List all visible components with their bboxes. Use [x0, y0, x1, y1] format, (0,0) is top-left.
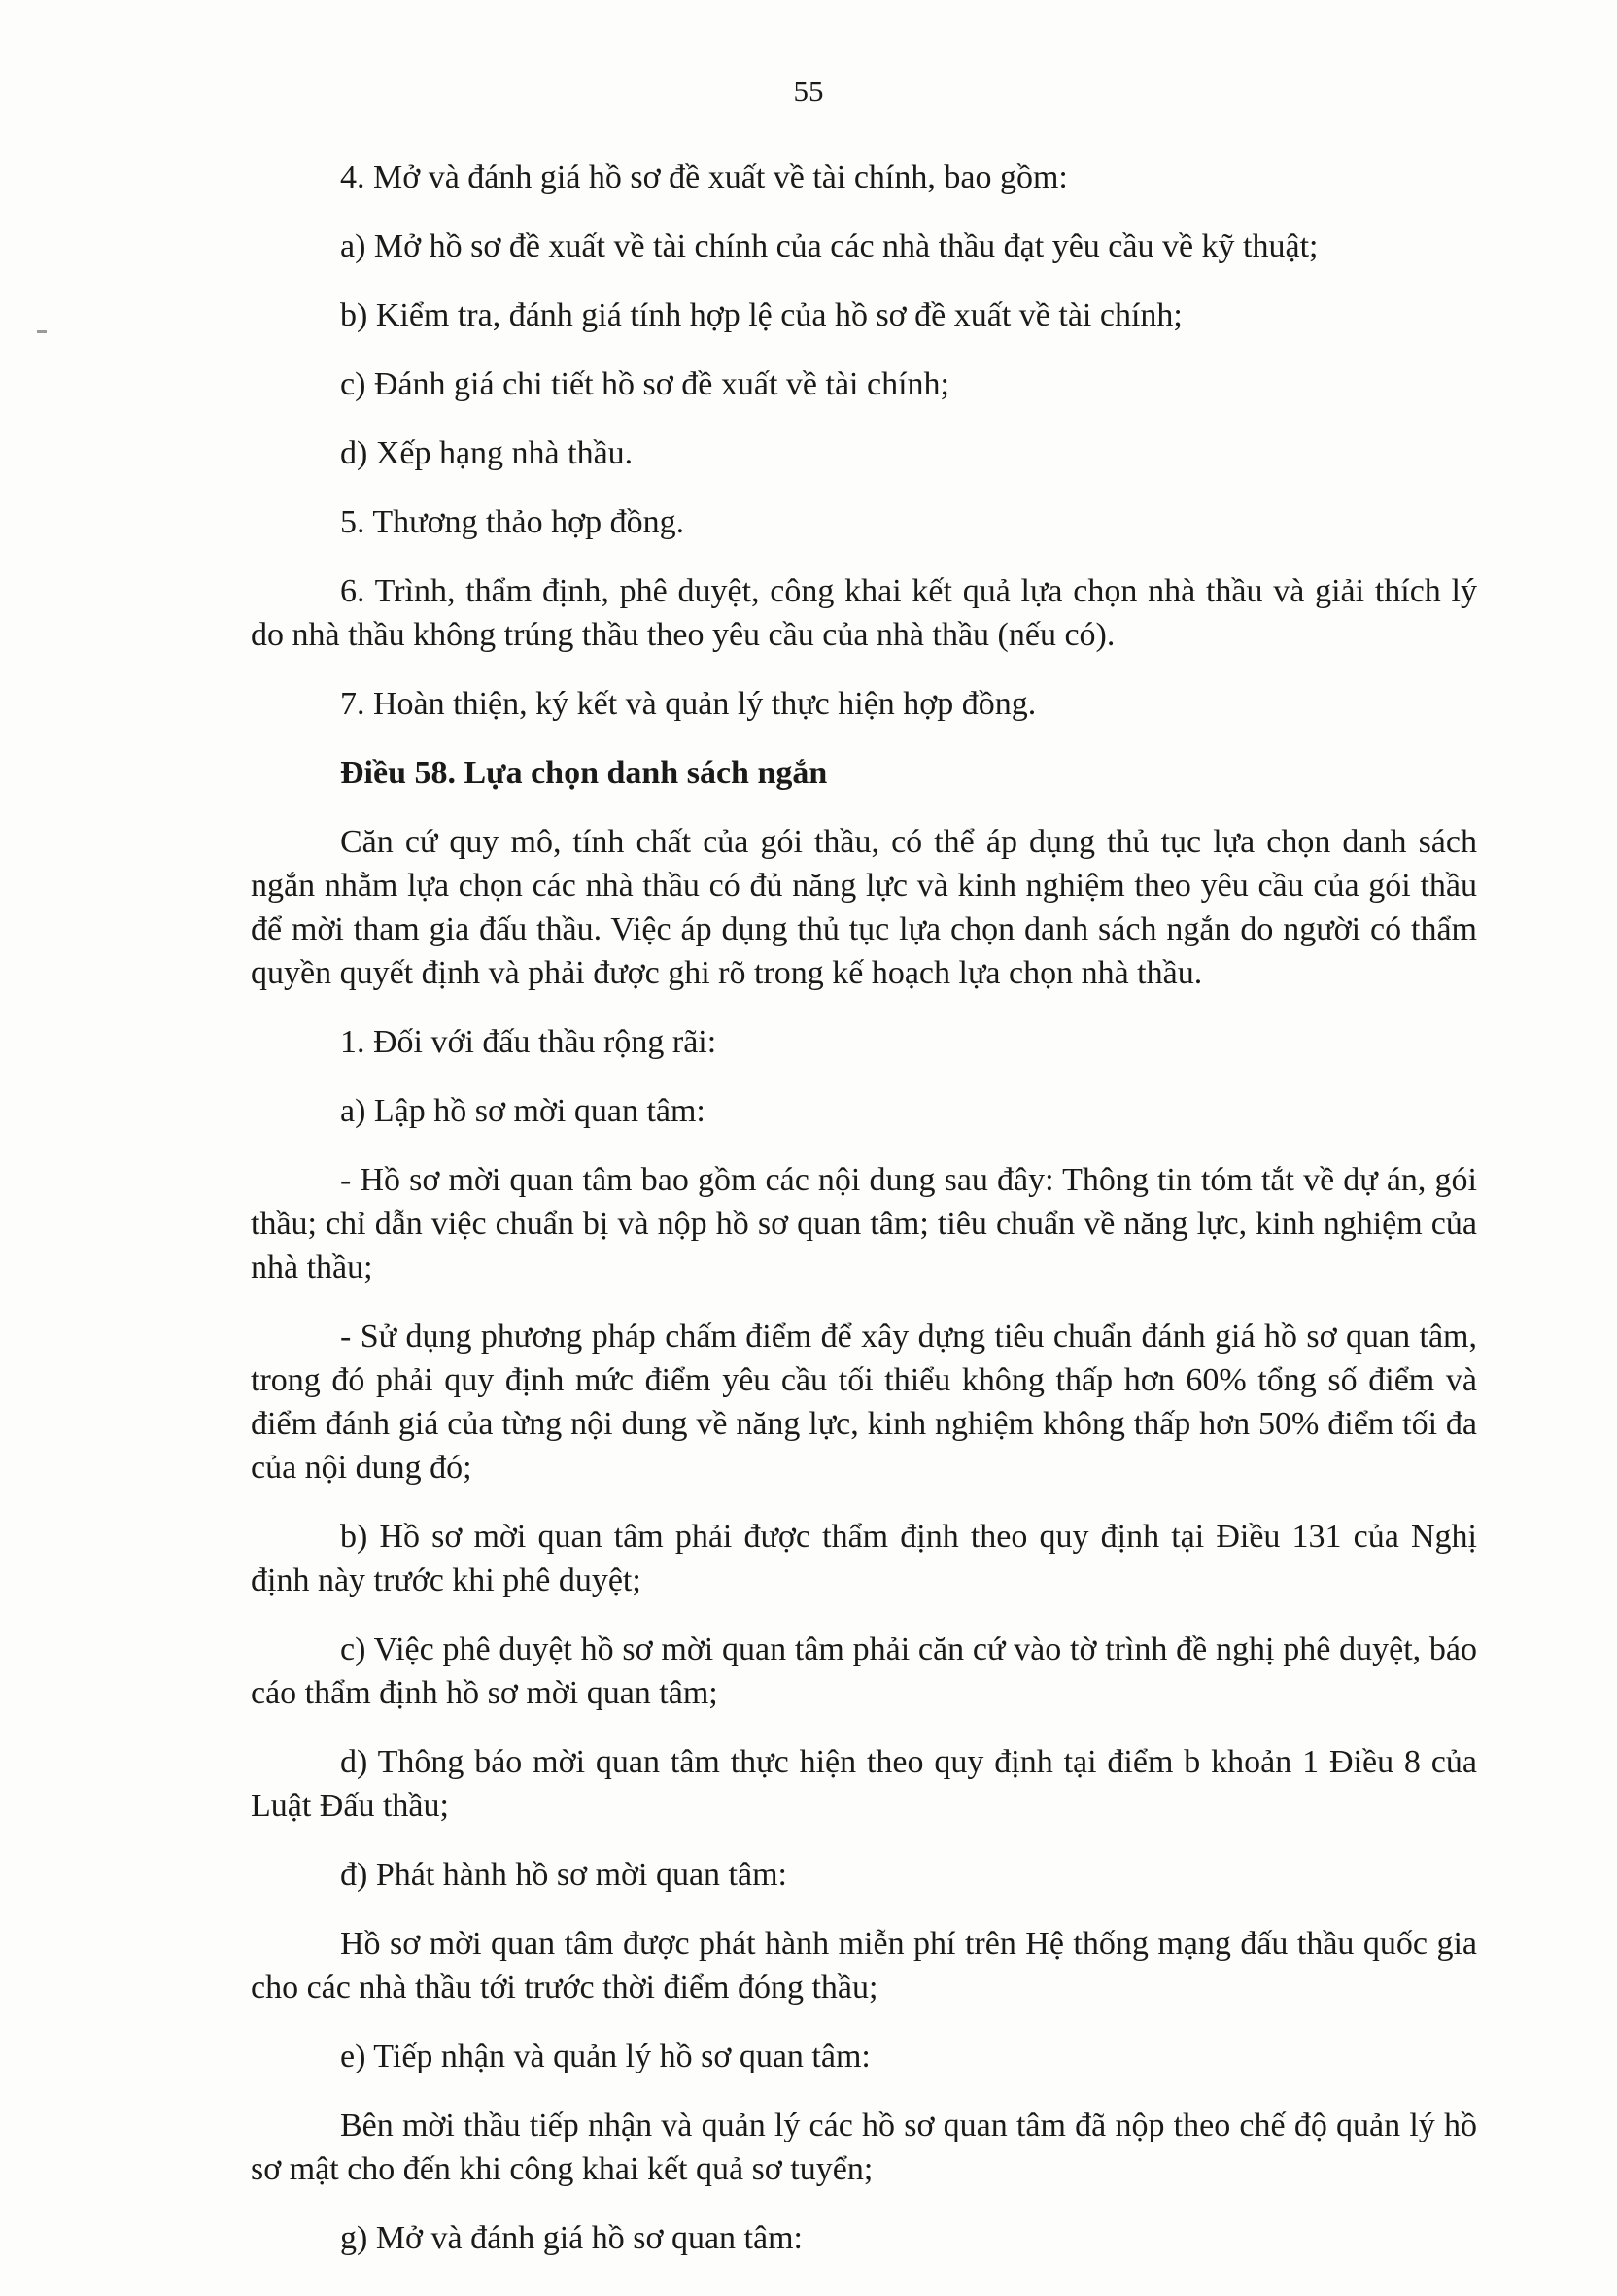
- paragraph: 6. Trình, thẩm định, phê duyệt, công khai kết quả lựa chọn nhà thầu và giải thích lý do nhà thầu không trúng thầu theo yêu cầu của nhà thầu (nếu có).: [251, 573, 1477, 653]
- paragraph: a) Lập hồ sơ mời quan tâm:: [340, 1093, 705, 1129]
- paragraph: c) Đánh giá chi tiết hồ sơ đề xuất về tài chính;: [340, 366, 949, 402]
- paragraph: Căn cứ quy mô, tính chất của gói thầu, có thể áp dụng thủ tục lựa chọn danh sách ngắn nhằm lựa chọn các nhà thầu có đủ năng lực và kinh nghiệm theo yêu cầu của gói thầu để mời tham gia đấu thầu. Việc áp dụng thủ tục lựa chọn danh sách ngắn do người có thẩm quyền quyết định và phải được ghi rõ trong kế hoạch lựa chọn nhà thầu.: [251, 824, 1477, 991]
- paragraph: Bên mời thầu tiếp nhận và quản lý các hồ sơ quan tâm đã nộp theo chế độ quản lý hồ sơ mật cho đến khi công khai kết quả sơ tuyển;: [251, 2108, 1477, 2187]
- paragraph: b) Kiểm tra, đánh giá tính hợp lệ của hồ sơ đề xuất về tài chính;: [340, 297, 1183, 333]
- paragraph: 5. Thương thảo hợp đồng.: [340, 504, 685, 540]
- paragraph: g) Mở và đánh giá hồ sơ quan tâm:: [340, 2220, 803, 2256]
- document-body: [251, 155, 1477, 2285]
- paragraph: b) Hồ sơ mời quan tâm phải được thẩm định theo quy định tại Điều 131 của Nghị định này trước khi phê duyệt;: [251, 1519, 1477, 1598]
- paragraph: - Hồ sơ mời quan tâm bao gồm các nội dung sau đây: Thông tin tóm tắt về dự án, gói thầu; chỉ dẫn việc chuẩn bị và nộp hồ sơ quan tâm; tiêu chuẩn về năng lực, kinh nghiệm của nhà thầu;: [251, 1162, 1477, 1285]
- paragraph: e) Tiếp nhận và quản lý hồ sơ quan tâm:: [340, 2039, 871, 2074]
- paragraph: Hồ sơ mời quan tâm được phát hành miễn phí trên Hệ thống mạng đấu thầu quốc gia cho các nhà thầu tới trước thời điểm đóng thầu;: [251, 1926, 1477, 2005]
- paragraph: c) Việc phê duyệt hồ sơ mời quan tâm phải căn cứ vào tờ trình đề nghị phê duyệt, báo cáo thẩm định hồ sơ mời quan tâm;: [251, 1631, 1477, 1711]
- paragraph: 1. Đối với đấu thầu rộng rãi:: [340, 1024, 717, 1060]
- article-heading: Điều 58. Lựa chọn danh sách ngắn: [340, 755, 828, 791]
- paragraph: - Sử dụng phương pháp chấm điểm để xây dựng tiêu chuẩn đánh giá hồ sơ quan tâm, trong đó phải quy định mức điểm yêu cầu tối thiểu không thấp hơn 60% tổng số điểm và điểm đánh giá của từng nội dung về năng lực, kinh nghiệm không thấp hơn 50% điểm tối đa của nội dung đó;: [251, 1319, 1477, 1486]
- paragraph: d) Thông báo mời quan tâm thực hiện theo quy định tại điểm b khoản 1 Điều 8 của Luật Đấu thầu;: [251, 1744, 1477, 1824]
- page-number: 55: [793, 74, 824, 108]
- paragraph: đ) Phát hành hồ sơ mời quan tâm:: [340, 1857, 787, 1893]
- paragraph: d) Xếp hạng nhà thầu.: [340, 435, 634, 471]
- paragraph: a) Mở hồ sơ đề xuất về tài chính của các nhà thầu đạt yêu cầu về kỹ thuật;: [340, 228, 1319, 264]
- paragraph: 7. Hoàn thiện, ký kết và quản lý thực hiện hợp đồng.: [340, 686, 1037, 722]
- paragraph: 4. Mở và đánh giá hồ sơ đề xuất về tài chính, bao gồm:: [340, 159, 1068, 195]
- scan-mark: [37, 330, 47, 333]
